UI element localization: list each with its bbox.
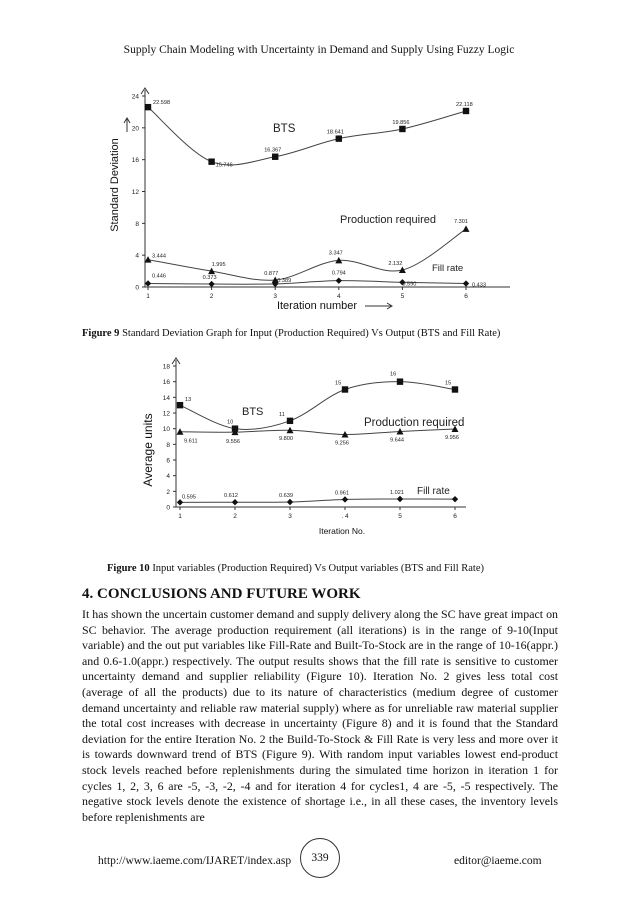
fill-rate-data-label: 0.373 [202,275,217,282]
y-tick-label: 20 [131,125,139,133]
y-tick-label: 0 [166,504,170,512]
fill-rate-data-label: 0.794 [331,270,346,277]
production-required-data-label: 3.347 [328,250,343,257]
x-tick-label: 6 [464,293,468,300]
production-required-series-label: Production required [340,214,437,226]
y-tick-label: 6 [166,457,170,465]
bts-point [177,402,183,408]
y-tick-label: 8 [135,220,139,228]
fill-rate-point [452,496,458,502]
production-required-data-label: 0.877 [264,271,279,278]
production-required-data-label: 9.611 [184,438,198,445]
fill-rate-line [180,499,455,502]
fill-rate-data-label: 1.021 [390,490,404,497]
y-tick-label: 10 [162,426,170,434]
fill-rate-data-label: 0.612 [224,493,238,500]
footer-url[interactable]: http://www.iaeme.com/IJARET/index.asp [98,855,292,867]
production-required-data-label: 3.444 [152,253,166,260]
x-tick-label: 3 [288,513,292,520]
production-required-data-label: 9.256 [335,440,349,447]
x-tick-label: 4 [336,293,341,300]
x-tick-label: 3 [273,293,278,300]
production-required-data-label: 9.800 [279,436,293,443]
x-tick-label: 5 [398,513,402,520]
y-tick-label: 14 [162,394,170,402]
y-tick-label: 4 [135,252,139,260]
fill-rate-data-label: 0.961 [335,490,349,497]
fill-rate-data-label: 0.590 [402,281,417,288]
y-tick-label: 2 [166,488,170,496]
footer-email[interactable]: editor@iaeme.com [454,855,542,867]
bts-series-label: BTS [242,406,264,418]
x-tick-label: 6 [453,513,457,520]
section-body: It has shown the uncertain customer demand and supply delivery along the SC have great impact on SC behavior. The average production requirement (all iterations) is in the range of 9-10(Input variable) and the out put variables like Fill-Rate and Built-To-Stock are in the range of 10-16(appr.) and 0.6-1.0(appr.) respectively. The output results shows that the fill rate is sensitive to customer uncertainty demand and supplier reliability (Figure 10). Iteration No. 2 gives less total cost (average of all the products) due to its nature of characteristics (medium degree of customer demand uncertainty and reliable raw material supply) where as for unreliable raw material supplier the total cost increases with decrease in uncertainty (Figure 8) and it is found that the Standard deviation for the entire Iteration No. 2 the Build-To-Stock & Fill Rate is very less and more over it is towards downward trend of BTS (Figure 9). With random input variables lowest end-product stock levels reached before replenishments during the simulated time horizon in iteration 1 for cycles 1, 2, 3, 6 are -5, -3, -2, -4 and for iteration 4 for cycles1, 4 are -5, -5 respectively. The negative stock levels denote the existence of shortage i.e., in all these cases, the inventory levels before replenishments are [82,607,558,824]
bts-point [287,418,293,424]
y-tick-label: 12 [162,410,170,418]
section-heading: 4. CONCLUSIONS AND FUTURE WORK [82,586,361,602]
fill-rate-series-label: Fill rate [432,263,464,274]
y-tick-label: 8 [166,441,170,449]
x-tick-label: 1 [146,293,150,300]
x-tick-label: . 4 [341,513,349,520]
y-tick-label: 12 [131,189,139,196]
y-axis-label: Average units [141,413,155,487]
fill-rate-series-label: Fill rate [417,486,450,497]
fill-rate-data-label: 0.389 [277,277,292,284]
running-title: Supply Chain Modeling with Uncertainty in Demand and Supply Using Fuzzy Logic [123,44,515,56]
production-required-data-label: 2.132 [388,261,403,268]
fill-rate-data-label: 0.446 [152,273,166,280]
bts-data-label: 18.641 [326,129,344,136]
bts-data-label: 16.367 [264,147,282,154]
x-tick-label: 5 [400,293,405,300]
figure-9-caption-text: Standard Deviation Graph for Input (Production Required) Vs Output (BTS and Fill Rate) [119,328,501,339]
production-required-line [180,429,455,434]
y-tick-label: 4 [166,473,170,481]
bts-series-label: BTS [273,123,296,135]
bts-data-label: 10 [227,419,234,426]
y-tick-label: 16 [162,379,170,387]
bts-point [342,386,348,392]
production-required-series-label: Production required [364,417,465,429]
bts-point [452,386,458,392]
figure-10-caption-text: Input variables (Production Required) Vs Output variables (BTS and Fill Rate) [149,563,484,574]
fill-rate-data-label: 0.595 [182,494,196,501]
y-tick-label: 18 [162,363,170,371]
figure-9-label: Figure 9 [82,328,120,339]
bts-data-label: 11 [279,411,285,418]
bts-data-label: 22.118 [456,101,473,108]
page-number: 339 [300,838,340,878]
x-axis-label: Iteration number [276,300,358,312]
bts-data-label: 15 [335,380,342,387]
production-required-data-label: 1.995 [211,262,226,269]
figure-10-caption [107,563,484,574]
fill-rate-data-label: 0.639 [279,492,293,499]
fill-rate-point [232,499,238,505]
fill-rate-data-label: 0.433 [472,282,486,289]
production-required-data-label: 9.556 [226,439,240,446]
bts-data-label: 15.746 [215,162,233,169]
bts-data-label: 16 [390,371,397,378]
x-tick-label: 2 [209,293,214,300]
y-axis-label: Standard Deviation [109,138,121,232]
fill-rate-point [397,496,403,502]
y-tick-label: 24 [131,93,139,101]
bts-data-label: 22.598 [153,100,171,107]
bts-data-label: 19.856 [392,119,410,126]
bts-data-label: 15 [445,380,452,387]
production-required-data-label: 9.644 [390,437,404,444]
fill-rate-point [287,499,293,505]
bts-data-label: 13 [185,397,192,404]
bts-point [397,378,403,384]
production-required-data-label: 7.301 [454,218,468,225]
x-axis-label: Iteration No. [318,526,366,536]
x-tick-label: 1 [178,513,182,520]
y-tick-label: 16 [131,157,139,165]
figure-10-label: Figure 10 [107,563,150,574]
fill-rate-point [342,496,348,502]
y-tick-label: 0 [135,284,139,292]
production-required-data-label: 9.956 [445,435,459,442]
x-tick-label: 2 [233,513,237,520]
